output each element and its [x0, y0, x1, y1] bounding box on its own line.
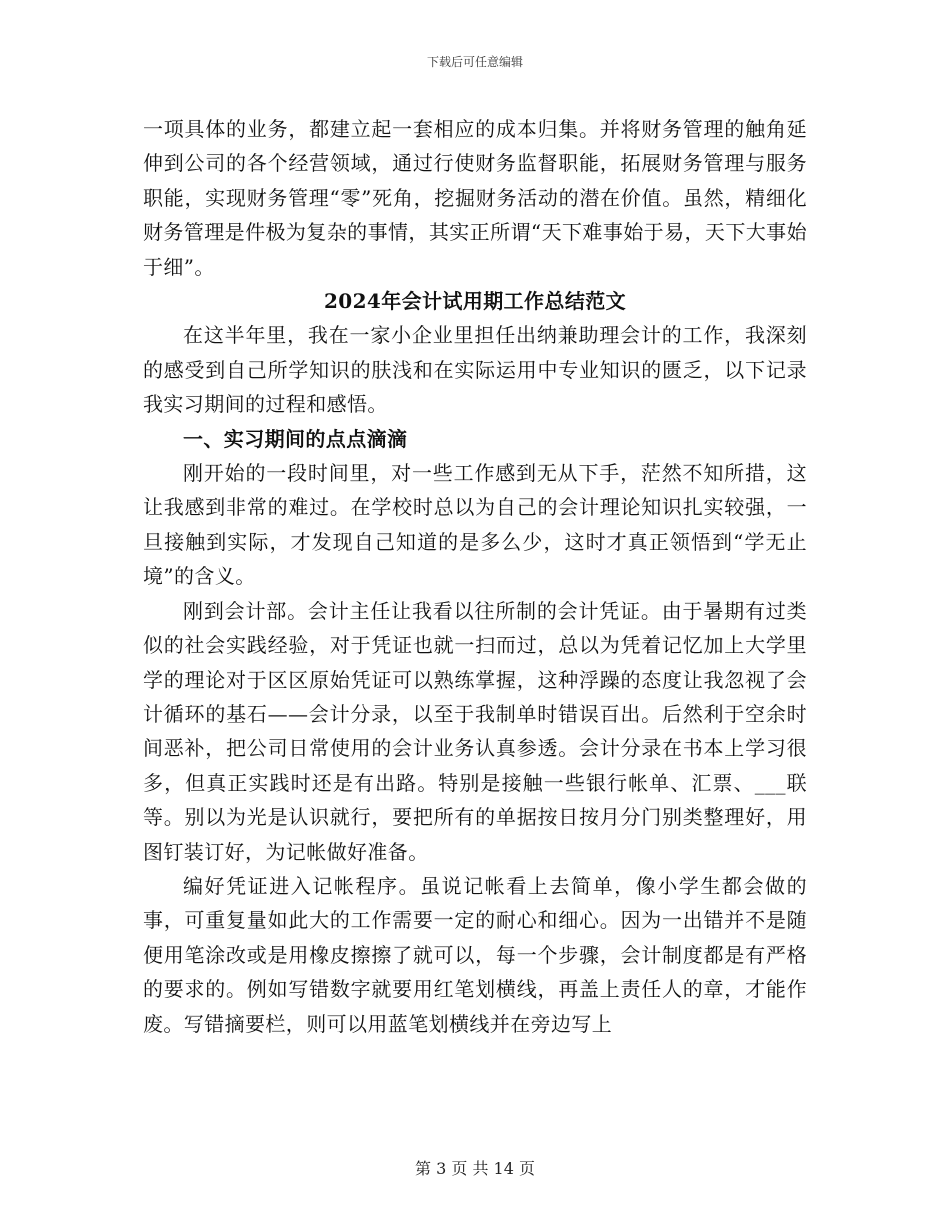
body-paragraph-2: 刚到会计部。会计主任让我看以往所制的会计凭证。由于暑期有过类似的社会实践经验，对于凭证也就一扫而过，总以为凭着记忆加上大学里学的理论对于区区原始凭证可以熟练掌握，这种浮躁的态度让我忽视了会计循环的基石——会计分录，以至于我制单时错误百出。后然利于空余时间恶补，把公司日常使用的会计业务认真参透。会计分录在书本上学习很多，但真正实践时还是有出路。特别是接触一些银行帐单、汇票、___联等。别以为光是认识就行，要把所有的单据按日按月分门别类整理好，用图钉装订好，为记帐做好准备。 [143, 598, 807, 864]
section-heading: 一、实习期间的点点滴滴 [183, 426, 408, 451]
continuation-paragraph: 一项具体的业务，都建立起一套相应的成本归集。并将财务管理的触角延伸到公司的各个经营领域，通过行使财务监督职能，拓展财务管理与服务职能，实现财务管理“零”死角，挖掘财务活动的潜在价值。虽然，精细化财务管理是件极为复杂的事情，其实正所谓“天下难事始于易，天下大事始于细”。 [143, 117, 807, 279]
document-body [143, 112, 807, 1041]
intro-paragraph: 在这半年里，我在一家小企业里担任出纳兼助理会计的工作，我深刻的感受到自己所学知识的肤浅和在实际运用中专业知识的匮乏，以下记录我实习期间的过程和感悟。 [143, 323, 807, 417]
body-paragraph-1: 刚开始的一段时间里，对一些工作感到无从下手，茫然不知所措，这让我感到非常的难过。在学校时总以为自己的会计理论知识扎实较强，一旦接触到实际，才发现自己知道的是多么少，这时才真正领悟到“学无止境”的含义。 [143, 461, 807, 589]
page-header-note: 下载后可任意编辑 [426, 55, 523, 69]
document-title: 2024年会计试用期工作总结范文 [323, 289, 627, 314]
body-paragraph-3: 编好凭证进入记帐程序。虽说记帐看上去简单，像小学生都会做的事，可重复量如此大的工作需要一定的耐心和细心。因为一出错并不是随便用笔涂改或是用橡皮擦擦了就可以，每一个步骤，会计制度都是有严格的要求的。例如写错数字就要用红笔划横线，再盖上责任人的章，才能作废。写错摘要栏，则可以用蓝笔划横线并在旁边写上 [143, 873, 807, 1036]
page-number-footer: 第 3 页 共 14 页 [415, 1159, 535, 1178]
